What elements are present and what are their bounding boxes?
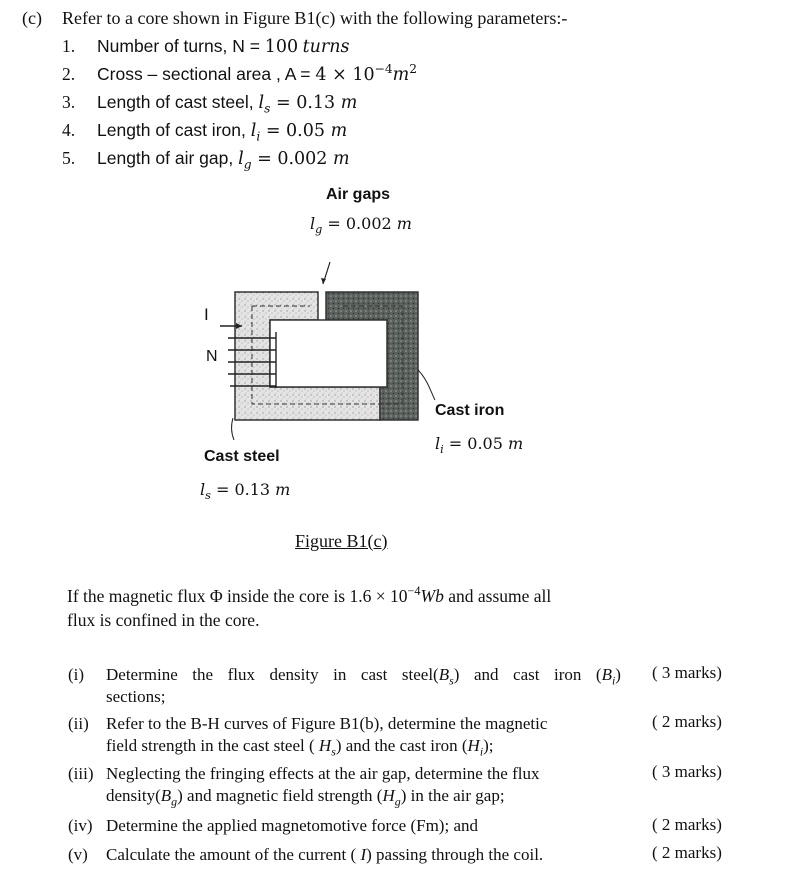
question-marks: ( 2 marks) — [652, 843, 722, 862]
turns-label: N — [206, 348, 218, 365]
section-label: (c) — [22, 8, 42, 28]
question-i: Determine the flux density in cast $steel(B_s)$ and cast iron $(B_i)$ sections; — [106, 665, 621, 706]
question-marks: ( 2 marks) — [652, 712, 722, 731]
question-number: (i) — [68, 665, 85, 684]
list-item: 4. — [62, 120, 76, 140]
figure-caption: Figure B1(c) — [295, 531, 388, 551]
question-number: (iv) — [68, 816, 93, 835]
parameter-3: Length of cast steel, $l_s = 0.13$ m — [97, 92, 358, 116]
cast-steel-label: Cast steel — [204, 448, 280, 465]
question-marks: ( 3 marks) — [652, 762, 722, 781]
list-item: 2. — [62, 64, 76, 84]
list-item: 5. — [62, 148, 76, 168]
parameter-1: Number of turns, N = 100 turns — [97, 36, 350, 57]
question-v: Calculate the amount of the current ( I) passing through the coil. — [106, 845, 544, 864]
question-marks: ( 2 marks) — [652, 815, 722, 834]
core-diagram — [190, 250, 450, 450]
current-label: I — [204, 305, 209, 324]
parameter-4: Length of cast iron, $l_i = 0.05$ m — [97, 120, 348, 144]
cast-steel-equation: $l_s = 0.13$ m — [200, 480, 291, 503]
question-iv: Determine the applied magnetomotive force (Fm); and — [106, 816, 478, 835]
cast-iron-equation: $l_i = 0.05$ m — [435, 434, 524, 457]
parameter-5: Length of air gap, $l_g = 0.002$ m — [97, 148, 350, 172]
question-number: (iii) — [68, 764, 94, 783]
flux-statement-line-1: If the magnetic flux Φ inside the core is $1.6 \times 10^{-4}Wb$ and assume all — [67, 584, 552, 606]
question-marks: ( 3 marks) — [652, 663, 722, 682]
question-number: (ii) — [68, 714, 89, 733]
air-gap-equation: $l_g = 0.002$ m — [310, 214, 412, 237]
parameter-2: Cross – sectional area , $A = 4 \times 10^{-4}m^2$ — [97, 62, 418, 85]
flux-statement-line-2: flux is confined in the core. — [67, 610, 260, 630]
question-number: (v) — [68, 845, 88, 864]
question-iii: Neglecting the fringing effects at the air gap, determine the flux $density(B_g)$ and magnetic field strength $(H_g)$ in the air gap; — [106, 764, 540, 809]
question-ii: Refer to the B-H curves of Figure B1(b), determine the magnetic field strength in the cast steel ( $H_s$) and the cast iron $(H_i)$; — [106, 714, 548, 759]
air-gaps-label: Air gaps — [326, 186, 391, 203]
list-item: 1. — [62, 36, 76, 56]
intro-text: Refer to a core shown in Figure B1(c) with the following parameters:- — [62, 8, 568, 28]
cast-iron-label: Cast iron — [435, 402, 505, 419]
list-item: 3. — [62, 92, 76, 112]
